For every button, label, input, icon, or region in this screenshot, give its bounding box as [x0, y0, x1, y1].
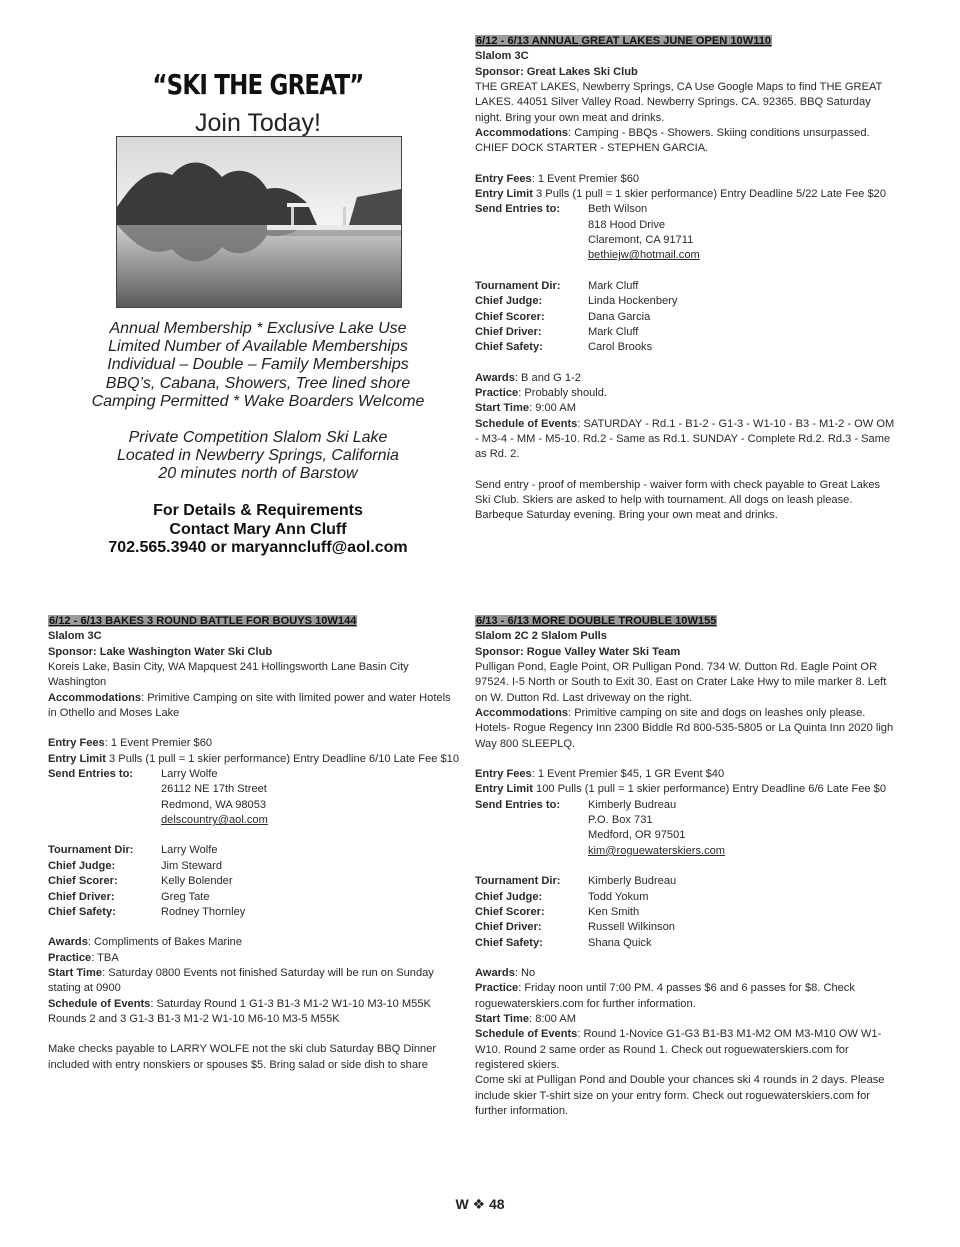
ad-subtitle: Join Today! — [194, 109, 321, 137]
send-street: 818 Hood Drive — [588, 218, 666, 231]
send-city: Claremont, CA 91711 — [588, 234, 694, 247]
official-role: Chief Judge: — [475, 295, 543, 308]
officials — [475, 874, 895, 951]
tournament-location: Pulligan Pond, Eagle Point, OR Pulligan Pond. 734 W. Dutton Rd. Eagle Point OR 97524. I-5 North or South to Exit 30. East on Crater Lake Hwy to mile marker 8. Left on W. Dutton Rd. Last driveway on the right. — [475, 661, 887, 704]
entry-limit: 100 Pulls (1 pull = 1 skier performance) Entry Deadline 6/6 Late Fee $0 — [536, 783, 886, 796]
tournament-note: Make checks payable to LARRY WOLFE not the ski club Saturday BBQ Dinner included with entry nonskiers or spouses $5. Bring salad or side dish to share — [48, 1043, 437, 1071]
ad-line: Annual Membership * Exclusive Lake Use — [109, 320, 407, 337]
send-entries — [475, 202, 895, 263]
sponsor-label: Sponsor — [475, 645, 520, 658]
start-time: 9:00 AM — [535, 402, 576, 415]
start-time-label: Start Time — [48, 966, 103, 979]
official-name: Shana Quick — [588, 936, 652, 949]
official-role: Chief Safety: — [475, 341, 543, 354]
official-role: Chief Driver: — [475, 921, 542, 934]
official-name: Mark Cluff — [588, 279, 639, 292]
accommodations-text: Primitive Camping on site with limited power and water Hotels in Othello and Moses Lake — [48, 691, 451, 720]
ad-contact-line: Contact Mary Ann Cluff — [169, 520, 347, 538]
send-entries-label: Send Entries to: — [48, 768, 134, 781]
official-role: Tournament Dir: — [475, 279, 561, 292]
officials — [475, 279, 895, 356]
official-name: Greg Tate — [161, 890, 210, 903]
official-name: Carol Brooks — [588, 341, 653, 354]
ad-contact — [70, 502, 446, 558]
awards: No — [521, 966, 536, 979]
official-role: Tournament Dir: — [48, 844, 134, 857]
ad-feature-lines — [70, 320, 446, 484]
send-name: Kimberly Budreau — [588, 798, 677, 811]
send-entries-label: Send Entries to: — [475, 203, 561, 216]
official-name: Todd Yokum — [588, 890, 649, 903]
accommodations-label: Accommodations — [48, 691, 142, 704]
official-name: Linda Hockenbery — [588, 295, 678, 308]
official-name: Ken Smith — [588, 905, 640, 918]
tournament-double-trouble: 6/13 - 6/13 MORE DOUBLE TROUBLE 10W155 Slalom 2C 2 Slalom Pulls Sponsor: Rogue Valley Water Ski Team Pulligan Pond, Eagle Point, OR Pulligan Pond. 734 W. Dutton Rd. Eagle Point OR 97524. I-5 North or South to Exit 30. East on Crater Lake Hwy to mile marker 8. Left on W. Dutton Rd. Last driveway on the right. Accommodations: Primitive camping on site and dogs on leashes only please. Hotels- Rogue Regency Inn 2300 Biddle Rd 800-535-5805 or La Quinta Inn 2020 ligh Way 800 SLEEPLQ. Entry Fees: 1 Event Premier $45, 1 GR Event $40 Entry Limit 100 Pulls (1 pull = 1 skier performance) Entry Deadline 6/6 Late Fee $0 Send Entries to: Kimberly Budreau P.O. Box 731 Medford, OR 97501 kim@roguewaterskiers.com Tournament Dir: Kimberly Budreau Chief Judge: Todd Yokum Chief Scorer: Ken Smith Chief Driver: Russell Wilkinson Chief Safety: Shana Quick Awards: No Practice: Friday noon until 7:00 PM. 4 passes $6 and 6 passes for $8. Check roguewaterskiers.com for further information. Start Time: 8:00 AM Schedule of Events: Round 1-Novice G1-G3 B1-B3 M1-M2 OM M3-M10 OW W1-W10. Round 2 same order as Round 1. Check out roguewaterskiers.com for registered skiers. Come ski at Pulligan Pond and Double your chances ski 4 rounds in 2 days. Please include skier T-shirt size on your entry form. Check out roguewaterskiers.com for further information. — [475, 614, 895, 1119]
official-name: Mark Cluff — [588, 325, 639, 338]
start-time: Saturday 0800 Events not finished Saturday will be run on Sunday stating at 0900 — [48, 966, 434, 995]
send-entries-label: Send Entries to: — [475, 798, 561, 811]
ad-contact-phone-email[interactable]: 702.565.3940 or maryanncluff@aol.com — [108, 539, 408, 556]
tournament-note: Come ski at Pulligan Pond and Double your chances ski 4 rounds in 2 days. Please include skier T-shirt size on your entry form. Check out roguewaterskiers.com for further information. — [475, 1074, 885, 1117]
send-email-link[interactable]: kim@roguewaterskiers.com — [588, 844, 726, 857]
page-number: W ❖ 48 — [455, 1196, 505, 1212]
tournament-title[interactable]: 6/12 - 6/13 ANNUAL GREAT LAKES JUNE OPEN 10W110 — [476, 35, 772, 47]
practice-label: Practice — [475, 386, 519, 399]
official-name: Kelly Bolender — [161, 875, 233, 888]
tournament-class: Slalom 3C — [48, 630, 102, 643]
awards-label: Awards — [475, 371, 515, 384]
sponsor-name: Rogue Valley Water Ski Team — [526, 645, 681, 658]
practice-label: Practice — [48, 951, 92, 964]
start-time-label: Start Time — [475, 1012, 530, 1025]
tournament-location: THE GREAT LAKES, Newberry Springs, CA Use Google Maps to find THE GREAT LAKES. 44051 Silver Valley Road. Newberry Springs. CA. 92365. BBQ Saturday night. Bring your own meat and drinks. — [475, 81, 883, 124]
official-role: Chief Driver: — [475, 325, 542, 338]
send-email-link[interactable]: delscountry@aol.com — [161, 814, 268, 827]
sponsor-label: Sponsor — [48, 645, 93, 658]
practice: TBA — [97, 951, 119, 964]
ad-line: Limited Number of Available Memberships — [108, 338, 408, 356]
tournament-class: Slalom 2C 2 Slalom Pulls — [475, 630, 607, 643]
entry-fees: 1 Event Premier $60 — [110, 737, 213, 750]
sponsor-label: Sponsor — [475, 65, 520, 78]
ad-line: Private Competition Slalom Ski Lake — [128, 429, 388, 447]
entry-fees: 1 Event Premier $45, 1 GR Event $40 — [537, 768, 725, 781]
send-street: P.O. Box 731 — [588, 814, 653, 827]
entry-limit-label: Entry Limit — [48, 752, 106, 765]
ad-line: Camping Permitted * Wake Boarders Welcome — [91, 392, 425, 410]
sponsor-name: Great Lakes Ski Club — [526, 65, 638, 78]
practice-label: Practice — [475, 982, 519, 995]
official-role: Chief Judge: — [475, 890, 543, 903]
tournament-class: Slalom 3C — [475, 50, 529, 63]
officials — [48, 843, 460, 920]
official-role: Chief Scorer: — [475, 310, 545, 323]
practice: Probably should. — [524, 386, 607, 399]
accommodations-text: Camping - BBQs - Showers. Skiing conditions unsurpassed. CHIEF DOCK STARTER - STEPHEN GARCIA. — [475, 127, 870, 155]
tournament-location: Koreis Lake, Basin City, WA Mapquest 241 Hollingsworth Lane Basin City Washington — [48, 661, 409, 689]
schedule: Saturday Round 1 G1-3 B1-3 M1-2 W1-10 M3-10 M55K Rounds 2 and 3 G1-3 B1-3 M1-2 W1-10 M6-10 M3-5 M55K — [48, 997, 431, 1025]
official-name: Larry Wolfe — [161, 844, 218, 857]
entry-limit: 3 Pulls (1 pull = 1 skier performance) Entry Deadline 5/22 Late Fee $20 — [536, 188, 886, 201]
tournament-title[interactable]: 6/12 - 6/13 BAKES 3 ROUND BATTLE FOR BOUYS 10W144 — [49, 615, 357, 627]
awards-label: Awards — [48, 936, 88, 949]
send-name: Larry Wolfe — [161, 768, 218, 781]
schedule-label: Schedule of Events — [48, 997, 151, 1010]
lake-photo — [116, 136, 402, 308]
send-city: Redmond, WA 98053 — [161, 798, 267, 811]
membership-ad — [86, 62, 430, 138]
official-role: Chief Scorer: — [48, 875, 118, 888]
official-role: Chief Driver: — [48, 890, 115, 903]
ad-line: 20 minutes north of Barstow — [158, 465, 358, 483]
sponsor-name: Lake Washington Water Ski Club — [99, 645, 273, 658]
tournament-bakes-battle: 6/12 - 6/13 BAKES 3 ROUND BATTLE FOR BOUYS 10W144 Slalom 3C Sponsor: Lake Washington Water Ski Club Koreis Lake, Basin City, WA Mapquest 241 Hollingsworth Lane Basin City Washington Accommodations: Primitive Camping on site with limited power and water Hotels in Othello and Moses Lake Entry Fees: 1 Event Premier $60 Entry Limit 3 Pulls (1 pull = 1 skier performance) Entry Deadline 6/10 Late Fee $10 Send Entries to: Larry Wolfe 26112 NE 17th Street Redmond, WA 98053 delscountry@aol.com Tournament Dir: Larry Wolfe Chief Judge: Jim Steward Chief Scorer: Kelly Bolender Chief Driver: Greg Tate Chief Safety: Rodney Thornley Awards: Compliments of Bakes Marine Practice: TBA Start Time: Saturday 0800 Events not finished Saturday will be run on Sunday stating at 0900 Schedule of Events: Saturday Round 1 G1-3 B1-3 M1-2 W1-10 M3-10 M55K Rounds 2 and 3 G1-3 B1-3 M1-2 W1-10 M6-10 M3-5 M55K Make checks payable to LARRY WOLFE not the ski club Saturday BBQ Dinner included with entry nonskiers or spouses $5. Bring salad or side dish to share — [48, 614, 460, 1073]
entry-limit-label: Entry Limit — [475, 783, 533, 796]
entry-fees-label: Entry Fees — [475, 172, 532, 185]
official-name: Rodney Thornley — [161, 905, 246, 918]
official-name: Kimberly Budreau — [588, 875, 677, 888]
entry-limit: 3 Pulls (1 pull = 1 skier performance) Entry Deadline 6/10 Late Fee $10 — [109, 752, 459, 765]
schedule-label: Schedule of Events — [475, 1028, 578, 1041]
send-city: Medford, OR 97501 — [588, 829, 686, 842]
official-name: Dana Garcia — [588, 310, 651, 323]
awards-label: Awards — [475, 966, 515, 979]
send-email-link[interactable]: bethiejw@hotmail.com — [588, 249, 700, 262]
ad-contact-line: For Details & Requirements — [153, 502, 363, 519]
accommodations-label: Accommodations — [475, 707, 569, 720]
ad-title: “SKI THE GREAT” — [152, 68, 364, 101]
schedule-label: Schedule of Events — [475, 417, 578, 430]
ad-line: Individual – Double – Family Memberships — [107, 356, 409, 374]
official-name: Jim Steward — [161, 859, 223, 872]
tournament-great-lakes: 6/12 - 6/13 ANNUAL GREAT LAKES JUNE OPEN 10W110 Slalom 3C Sponsor: Great Lakes Ski Club THE GREAT LAKES, Newberry Springs, CA Use Google Maps to find THE GREAT LAKES. 44051 Silver Valley Road. Newberry Springs. CA. 92365. BBQ Saturday night. Bring your own meat and drinks. Accommodations: Camping - BBQs - Showers. Skiing conditions unsurpassed. CHIEF DOCK STARTER - STEPHEN GARCIA. Entry Fees: 1 Event Premier $60 Entry Limit 3 Pulls (1 pull = 1 skier performance) Entry Deadline 5/22 Late Fee $20 Send Entries to: Beth Wilson 818 Hood Drive Claremont, CA 91711 bethiejw@hotmail.com Tournament Dir: Mark Cluff Chief Judge: Linda Hockenbery Chief Scorer: Dana Garcia Chief Driver: Mark Cluff Chief Safety: Carol Brooks Awards: B and G 1-2 Practice: Probably should. Start Time: 9:00 AM Schedule of Events: SATURDAY - Rd.1 - B1-2 - G1-3 - W1-10 - B3 - M1-2 - OW OM - M3-4 - MM - M5-10. Rd.2 - Same as Rd.1. SUNDAY - Complete Rd.2. Rd.3 - Same as Rd. 2. Send entry - proof of membership - waiver form with check payable to Great Lakes Ski Club. Skiers are asked to help with tournament. All dogs on leash please. Barbeque Saturday evening. Bring your own meat and drinks. — [475, 34, 895, 524]
official-role: Chief Scorer: — [475, 905, 545, 918]
ad-line: BBQ’s, Cabana, Showers, Tree lined shore — [105, 374, 411, 392]
official-role: Chief Safety: — [475, 936, 543, 949]
official-name: Russell Wilkinson — [588, 921, 675, 934]
entry-limit-label: Entry Limit — [475, 188, 533, 201]
start-time-label: Start Time — [475, 402, 530, 415]
start-time: 8:00 AM — [535, 1012, 576, 1025]
official-role: Tournament Dir: — [475, 875, 561, 888]
send-entries — [475, 798, 895, 859]
entry-fees-label: Entry Fees — [48, 737, 105, 750]
ad-line-spacer — [70, 411, 446, 429]
entry-fees-label: Entry Fees — [475, 768, 532, 781]
awards: B and G 1-2 — [521, 371, 581, 384]
send-street: 26112 NE 17th Street — [161, 783, 267, 796]
ad-line: Located in Newberry Springs, California — [117, 447, 399, 465]
send-entries — [48, 767, 460, 828]
tournament-note: Send entry - proof of membership - waiver form with check payable to Great Lakes Ski Club. Skiers are asked to help with tournament. All dogs on leash please. Barbeque Saturday evening. Bring your own meat and drinks. — [475, 478, 881, 522]
official-role: Chief Safety: — [48, 905, 116, 918]
practice: Friday noon until 7:00 PM. 4 passes $6 and 6 passes for $8. Check roguewaterskiers.com for further information. — [475, 982, 855, 1010]
tournament-title[interactable]: 6/13 - 6/13 MORE DOUBLE TROUBLE 10W155 — [476, 615, 717, 627]
awards: Compliments of Bakes Marine — [94, 936, 243, 949]
schedule: SATURDAY - Rd.1 - B1-2 - G1-3 - W1-10 - B3 - M1-2 - OW OM - M3-4 - MM - M5-10. Rd.2 - Same as Rd.1. SUNDAY - Complete Rd.2. Rd.3 - Same as Rd. 2. — [475, 417, 895, 461]
accommodations-label: Accommodations — [475, 127, 569, 140]
send-name: Beth Wilson — [588, 203, 648, 216]
official-role: Chief Judge: — [48, 859, 116, 872]
entry-fees: 1 Event Premier $60 — [537, 172, 640, 185]
schedule: Round 1-Novice G1-G3 B1-B3 M1-M2 OM M3-M10 OW W1-W10. Round 2 same order as Round 1. Check out roguewaterskiers.com for registered skiers. — [475, 1028, 882, 1071]
accommodations-text: Primitive camping on site and dogs on leashes only please. Hotels- Rogue Regency Inn 2300 Biddle Rd 800-535-5805 or La Quinta Inn 2020 ligh Way 800 SLEEPLQ. — [475, 707, 894, 750]
